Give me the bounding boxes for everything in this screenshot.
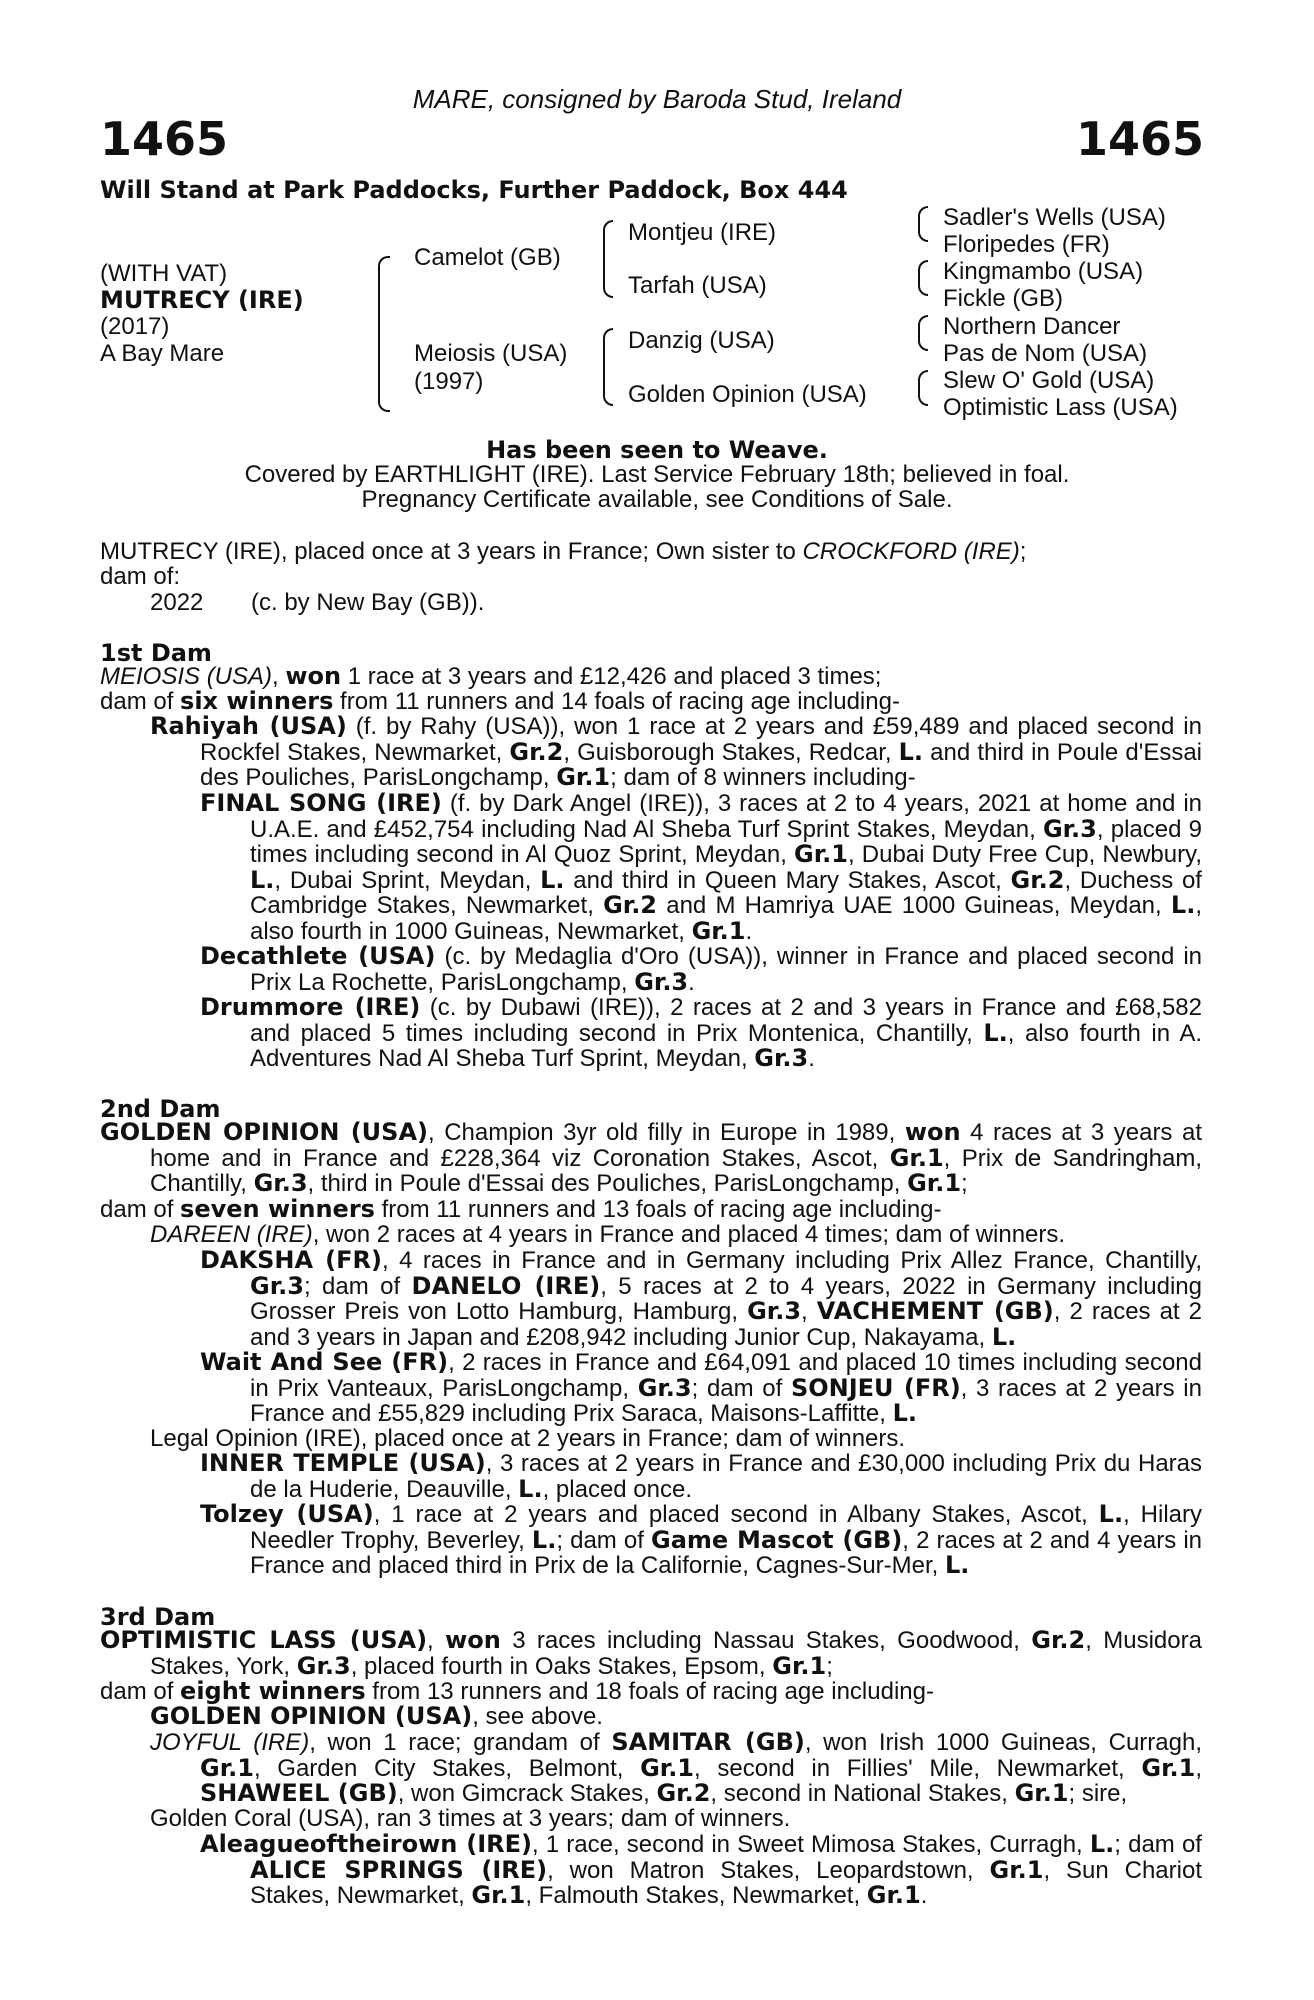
second-dam-name: GOLDEN OPINION (USA) [100,1118,428,1146]
produce-line [100,540,1202,564]
wait-and-see-name: Wait And See (FR) [200,1348,449,1376]
sire-dam: Tarfah (USA) [628,272,767,299]
dam: Meiosis (USA) [414,340,568,367]
pedigree-brace-main [378,256,390,412]
golden-coral-entry: Golden Coral (USA), ran 3 times at 3 years; dam of winners. [150,1805,791,1832]
dam-of-line: dam of: [100,563,181,590]
first-dam-record: MEIOSIS (USA), won 1 race at 3 years and £12,426 and placed 3 times; [100,662,882,690]
brace-g2 [918,260,928,296]
granddam-3: Pas de Nom (USA) [943,340,1148,367]
aleague-entry: Aleagueoftheirown (IRE), 1 race, second in Sweet Mimosa Stakes, Curragh, L.; dam of ALICE SPRINGS (IRE), won Matron Stakes, Leopardstown, Gr.1, Sun Chariot Stakes, Newmarket, Gr.1, Falmouth Stakes, Newmarket, Gr.1. [200,1830,1202,1910]
horse-name: MUTRECY (IRE) [100,286,304,314]
joyful-entry: JOYFUL (IRE), won 1 race; grandam of SAMITAR (GB), won Irish 1000 Guineas, Curragh, Gr.1, Garden City Stakes, Belmont, Gr.1, second in Fillies' Mile, Newmarket, Gr.1, SHAWEEL (GB), won Gimcrack Stakes, Gr.2, second in National Stakes, Gr.1; sire, [150,1728,1202,1808]
weave-note: Has been seen to Weave. [486,436,828,464]
granddam-4: Optimistic Lass (USA) [943,394,1178,421]
third-dam-name: OPTIMISTIC LASS (USA) [100,1626,428,1654]
grandsire-4: Slew O' Gold (USA) [943,367,1155,394]
brace-dam [603,328,613,406]
horse-description: A Bay Mare [100,340,225,367]
inner-temple-name: INNER TEMPLE (USA) [200,1449,486,1477]
second-dam-heading: 2nd Dam [100,1095,221,1123]
granddam-1: Floripedes (FR) [943,231,1110,258]
lot-number-left: 1465 [100,112,229,166]
decathlete-entry: Decathlete (USA) (c. by Medaglia d'Oro (USA)), winner in France and placed second in Prix La Rochette, ParisLongchamp, Gr.3. [200,942,1202,996]
stand-location: Will Stand at Park Paddocks, Further Paddock, Box 444 [100,176,848,204]
final-song-name: FINAL SONG (IRE) [200,789,442,817]
rahiyah-entry: Rahiyah (USA) (f. by Rahy (USA)), won 1 race at 2 years and £59,489 and placed second in Rockfel Stakes, Newmarket, Gr.2, Guisborough Stakes, Redcar, L. and third in Poule d'Essai des Pouliches, ParisLongchamp, Gr.1; dam of 8 winners including- [150,712,1203,792]
aleague-name: Aleagueoftheirown (IRE) [200,1830,532,1858]
second-dam-produce: dam of seven winners from 11 runners and 13 foals of racing age including- [100,1195,942,1223]
grandsire-3: Northern Dancer [943,313,1121,340]
daksha-name: DAKSHA (FR) [200,1246,382,1274]
covered-note: Covered by EARTHLIGHT (IRE). Last Service February 18th; believed in foal. [244,461,1070,488]
produce-text-end: ; [1019,538,1027,565]
daksha-entry: DAKSHA (FR), 4 races in France and in Germany including Prix Allez France, Chantilly, Gr.3; dam of DANELO (IRE), 5 races at 2 to 4 years, 2022 in Germany including Grosser Preis von Lotto Hamburg, Hamburg, Gr.3, VACHEMENT (GB), 2 races at 2 and 3 years in Japan and £208,942 including Junior Cup, Nakayama, L. [200,1246,1202,1351]
dam-year: (1997) [414,368,484,395]
brace-g1 [918,206,928,242]
brace-sire [603,220,613,298]
consignment-line: MARE, consigned by Baroda Stud, Ireland [412,84,902,114]
lot-number-right: 1465 [1075,112,1204,166]
first-dam-produce: dam of six winners from 11 runners and 14 foals of racing age including- [100,687,900,715]
sire: Camelot (GB) [414,244,561,271]
drummore-entry: Drummore (IRE) (c. by Dubawi (IRE)), 2 races at 2 and 3 years in France and £68,582 and placed 5 times including second in Prix Montenica, Chantilly, L., also fourth in A. Adventures Nad Al Sheba Turf Sprint, Meydan, Gr.3. [200,993,1202,1073]
produce-text: MUTRECY (IRE), placed once at 3 years in France; Own sister to [100,538,803,565]
dareen-name: DAREEN (IRE) [150,1221,313,1248]
sire-sire: Montjeu (IRE) [628,219,777,246]
tolzey-name: Tolzey (USA) [200,1500,374,1528]
final-song-entry: FINAL SONG (IRE) (f. by Dark Angel (IRE)), 3 races at 2 to 4 years, 2021 at home and in U.A.E. and £452,754 including Nad Al Sheba Turf Sprint Stakes, Meydan, Gr.3, placed 9 times including second in Al Quoz Sprint, Meydan, Gr.1, Dubai Duty Free Cup, Newbury, L., Dubai Sprint, Meydan, L. and third in Queen Mary Stakes, Ascot, Gr.2, Duchess of Cambridge Stakes, Newmarket, Gr.2 and M Hamriya UAE 1000 Guineas, Meydan, L., also fourth in 1000 Guineas, Newmarket, Gr.1. [200,789,1203,945]
drummore-name: Drummore (IRE) [200,993,421,1021]
legal-opinion-entry: Legal Opinion (IRE), placed once at 2 years in France; dam of winners. [150,1425,906,1452]
vat-note: (WITH VAT) [100,260,228,287]
first-dam-name: MEIOSIS (USA) [100,663,273,690]
produce-year: 2022 [150,589,204,616]
third-dam-record: OPTIMISTIC LASS (USA), won 3 races including Nassau Stakes, Goodwood, Gr.2, Musidora Stakes, York, Gr.3, placed fourth in Oaks Stakes, Epsom, Gr.1; [100,1626,1202,1680]
decathlete-name: Decathlete (USA) [200,942,436,970]
dam-dam: Golden Opinion (USA) [628,381,867,408]
golden-opinion-name: GOLDEN OPINION (USA) [150,1702,473,1730]
joyful-name: JOYFUL (IRE) [150,1729,310,1756]
produce-foal: (c. by New Bay (GB)). [251,589,485,616]
third-dam-heading: 3rd Dam [100,1603,216,1631]
sister-name: CROCKFORD (IRE) [802,538,1020,565]
brace-g4 [918,370,928,406]
rahiyah-name: Rahiyah (USA) [150,712,347,740]
second-dam-record: GOLDEN OPINION (USA), Champion 3yr old filly in Europe in 1989, won 4 races at 3 years at home and in France and £228,364 viz Coronation Stakes, Ascot, Gr.1, Prix de Sandringham, Chantilly, Gr.3, third in Poule d'Essai des Pouliches, ParisLongchamp, Gr.1; [100,1118,1202,1198]
certificate-note: Pregnancy Certificate available, see Conditions of Sale. [361,486,953,513]
wait-and-see-entry: Wait And See (FR), 2 races in France and £64,091 and placed 10 times including second in Prix Vanteaux, ParisLongchamp, Gr.3; dam of SONJEU (FR), 3 races at 2 years in France and £55,829 including Prix Saraca, Maisons-Laffitte, L. [200,1348,1202,1428]
third-dam-produce: dam of eight winners from 13 runners and 18 foals of racing age including- [100,1677,934,1705]
dam-sire: Danzig (USA) [628,327,775,354]
horse-year: (2017) [100,313,170,340]
first-dam-heading: 1st Dam [100,639,212,667]
tolzey-entry: Tolzey (USA), 1 race at 2 years and placed second in Albany Stakes, Ascot, L., Hilary Needler Trophy, Beverley, L.; dam of Game Mascot (GB), 2 races at 2 and 4 years in France and placed third in Prix de la Californie, Cagnes-Sur-Mer, L. [200,1500,1203,1580]
dareen-entry: DAREEN (IRE), won 2 races at 4 years in France and placed 4 times; dam of winners. [150,1221,1066,1248]
golden-opinion-ref: GOLDEN OPINION (USA), see above. [150,1702,603,1730]
brace-g3 [918,315,928,351]
grandsire-1: Sadler's Wells (USA) [943,204,1166,231]
inner-temple-entry: INNER TEMPLE (USA), 3 races at 2 years in France and £30,000 including Prix du Haras de la Huderie, Deauville, L., placed once. [200,1449,1203,1503]
granddam-2: Fickle (GB) [943,285,1063,312]
grandsire-2: Kingmambo (USA) [943,258,1144,285]
